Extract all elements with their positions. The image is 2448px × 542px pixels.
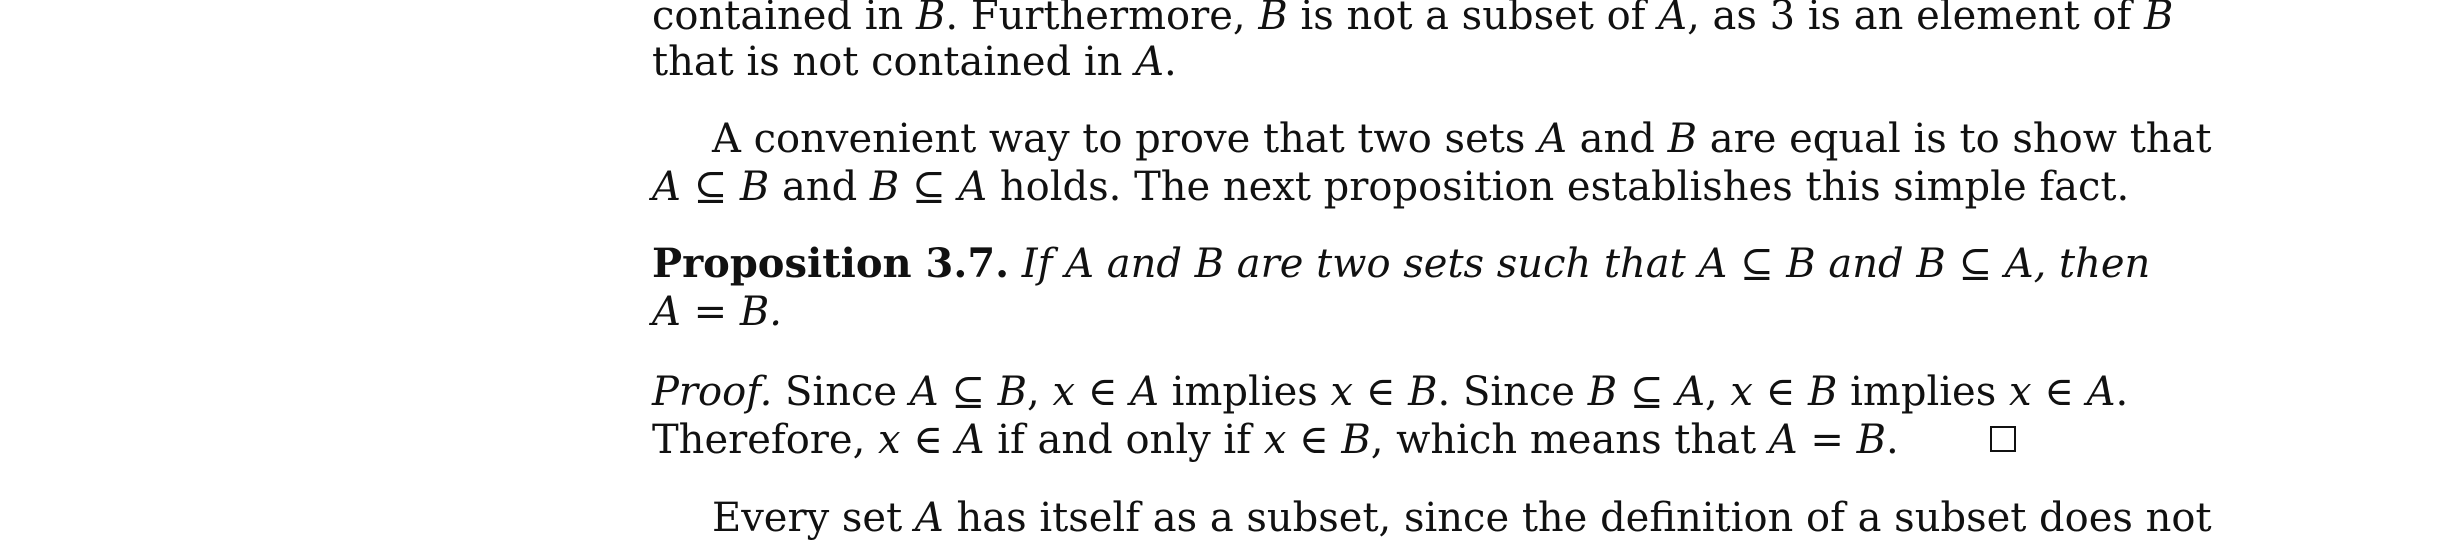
- proof-line2: Therefore, x ∈ A if and only if x ∈ B, which means that A = B.: [652, 416, 2016, 464]
- proposition-line1: Proposition 3.7. If A and B are two sets such that A ⊆ B and B ⊆ A, then: [652, 240, 2151, 287]
- qed-square-icon: [1990, 426, 2016, 452]
- proposition-line2: A = B.: [652, 289, 782, 335]
- para1-line1: contained in B. Furthermore, B is not a subset of A, as 3 is an element of B: [652, 0, 2174, 39]
- para3-line1: Every set A has itself as a subset, since the definition of a subset does not: [712, 495, 2212, 541]
- proposition-label: Proposition 3.7.: [652, 240, 1010, 287]
- para1-line2: that is not contained in A.: [652, 39, 1177, 85]
- proof-line1: Proof. Since A ⊆ B, x ∈ A implies x ∈ B. Since B ⊆ A, x ∈ B implies x ∈ A.: [652, 369, 2129, 415]
- para2-line1: A convenient way to prove that two sets A and B are equal is to show that: [712, 116, 2212, 162]
- proof-label: Proof.: [652, 369, 773, 415]
- para2-line2: A ⊆ B and B ⊆ A holds. The next proposition establishes this simple fact.: [652, 164, 2130, 210]
